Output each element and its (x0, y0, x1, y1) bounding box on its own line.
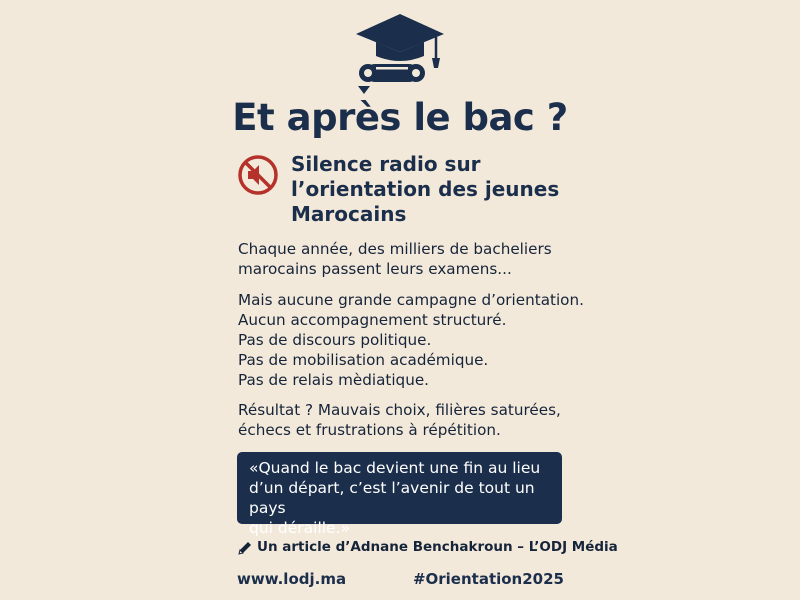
website-link[interactable]: www.lodj.ma (237, 570, 347, 588)
graduation-cap-diploma-icon (352, 12, 448, 96)
hashtag: #Orientation2025 (412, 570, 564, 588)
pencil-icon (237, 540, 253, 556)
subtitle: Silence radio sur l’orientation des jeunes Marocains (291, 152, 560, 226)
quote-text: «Quand le bac devient une fin au lieu d’un départ, c’est l’avenir de tout un pays qui déraille.» (249, 459, 541, 537)
paragraph-intro: Chaque année, des milliers de bacheliers marocains passent leurs examens... (238, 240, 552, 278)
paragraph-result: Résultat ? Mauvais choix, filières saturées, échecs et frustrations à répétition. (238, 401, 561, 439)
quote-box (237, 452, 562, 537)
mute-icon (237, 154, 279, 196)
page-title: Et après le bac ? (232, 96, 568, 139)
credit-text: Un article d’Adnane Benchakroun – L’ODJ Média (257, 539, 618, 555)
paragraph-list: Mais aucune grande campagne d’orientation. Aucun accompagnement structuré. Pas de discours politique. Pas de mobilisation académique. Pas de relais mèdiatique. (238, 291, 584, 389)
